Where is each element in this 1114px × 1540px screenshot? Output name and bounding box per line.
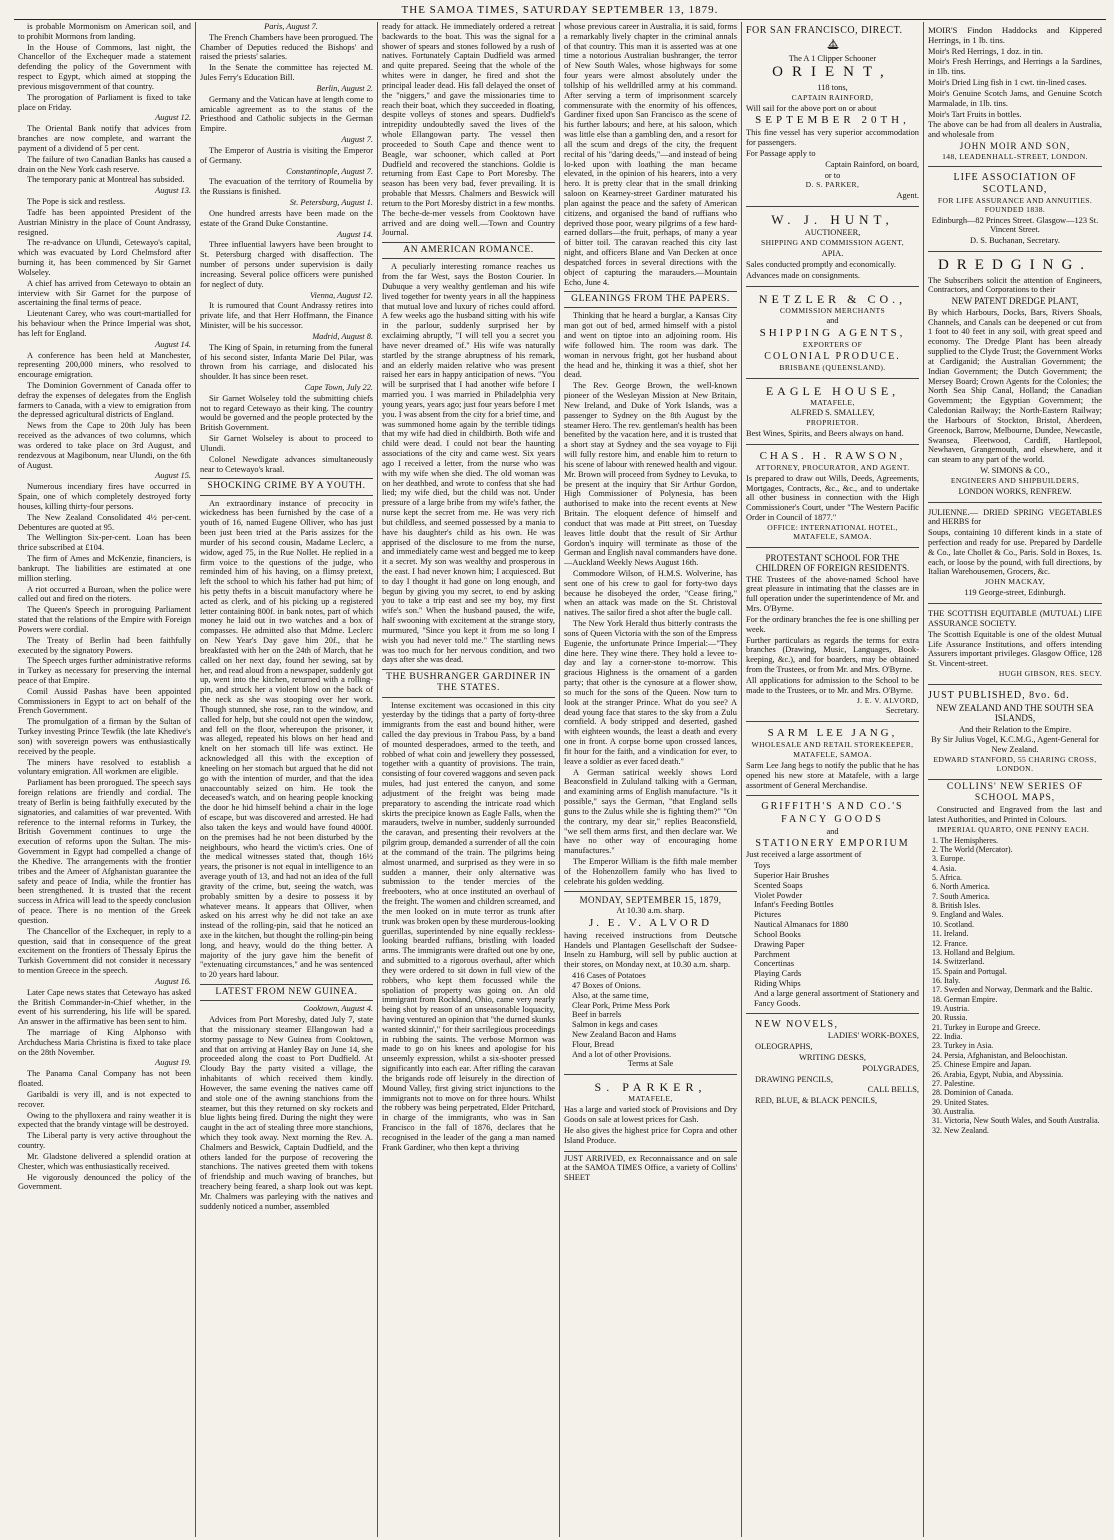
list-item: Also, at the same time,	[572, 990, 649, 1000]
parker-ad	[564, 1077, 737, 1151]
dateline: August 15.	[155, 471, 191, 481]
paragraph: The Wellington Six-per-cent. Loan has been thrice subscribed at £104.	[18, 533, 191, 553]
list-item: 10. Scotland.	[932, 919, 974, 929]
collins-maps-ad	[928, 782, 1102, 1135]
list-item: 8. British Isles.	[932, 901, 981, 911]
list-item: 9. England and Wales.	[932, 910, 1004, 920]
news-item: The French Chambers have been prorogued. The Chamber of Deputies reduced the Bishops' and raised the priests' salaries.	[200, 32, 373, 62]
headline: AN AMERICAN ROMANCE.	[382, 242, 555, 259]
dateline: August 12.	[155, 113, 191, 123]
paragraph: Numerous incendiary fires have occurred in Spain, one of which completely destroyed forty houses, killing thirty-four persons.	[18, 482, 191, 511]
paragraph: Owing to the phylloxera and rainy weather it is expected that the brandy vintage will be destroyed.	[18, 1110, 191, 1130]
news-item: Sir Garnet Wolseley is about to proceed to Ulundi.	[200, 434, 373, 453]
list-item: Violet Powder	[754, 890, 803, 900]
list-item: School Books	[754, 929, 801, 939]
news-item: Sir Garnet Wolseley told the submitting chiefs not to regard Cetewayo as their king. The country would be governed and the people protected by the British Government.	[200, 393, 373, 433]
paragraph: News from the Cape to 20th July has been received as the advances of two columns, which was ordered to take place on 3rd August, and rendezvous at Magibonum, near Ulundi, on the 6th of August.	[18, 421, 191, 470]
ad-line: WHOLESALE AND RETAIL STOREKEEPER,	[751, 740, 914, 750]
column-2	[196, 22, 378, 1537]
article-text: ready for attack. He immediately ordered a retreat backwards to the boat. This was the signal for a shower of spears and stones followed by a rush of natives. Fortunately Captain Dudfield was armed and quite prepared. Seeing that the whole of the whites were in danger, he fired and shot the principal leader dead. His fall delayed the onset of the "niggers," and gave the missionaries time to reach their boat, which they succeeded in floating, despite volleys of stones and spears. Dudfield's intrepidity undoubtedly saved the lives of the whole Ellangowan party. The vessel then proceeded to South Cape and thence went to Beagle, war schooner, which called at Port Dudfield and recovered the stanchions. Goldie is returning from East Cape to Port Moresby. The season has been very bad, fever prevailing. It is probable that Messrs. Chalmers and Beswick will return to the Port Moresby district in a few months. The beche-de-mer vessels from Cooktown have arrived and are doing well.—Town and Country Journal.	[382, 22, 555, 238]
paragraph: The Liberal party is very active throughout the country.	[18, 1131, 191, 1151]
list-item: 2. The World (Mercator).	[932, 844, 1013, 854]
ad-line: The Scottish Equitable is one of the oldest Mutual Life Assurance Institutions, and offers intending Assurers important privileges. Glasgow Office, 128 St. Vincent-street.	[928, 629, 1102, 669]
dateline: August 7.	[341, 135, 373, 145]
ad-line: APIA.	[821, 249, 844, 259]
julienne-ad	[928, 505, 1102, 605]
list-item: Nautical Almanacs for 1880	[754, 920, 849, 930]
netzler-name: NETZLER & CO.,	[758, 291, 907, 306]
list-item: New Zealand Bacon and Hams	[572, 1029, 677, 1039]
paragraph: The promulgation of a firman by the Sultan of Turkey investing Prince Tewfik (the late Khedive's son) with sovereign powers was enthusiastically received by the people.	[18, 717, 191, 756]
list-item: Parchment	[754, 949, 790, 959]
sarm-lee-jang-ad	[746, 724, 919, 796]
list-item: Clear Pork, Prime Mess Pork	[572, 1000, 670, 1010]
paragraph: An extraordinary instance of precocity in wickedness has been furnished by the case of a youth of 16, named Eugene Olliver, who has just been just been tried at the Paris assizes for the murder of his second cousin, Madame Leclerc, a widow, aged 75, in the Rue Nollet. He replied in a firm voice to the questions of the judge, who reminded him of his having, on a flimsy pretext, left the school to which his father had put him; of his petty thefts in a biscuit manufactory where he acted as clerk, and of his picking up a registered letter containing 800f. in bank notes, part of which money he laid out in two watches and a box of compasses. He admitted also that Mdme. Leclerc on New Year's Day gave him 20f., that he breakfasted with her on the 24th of March, that he called on her next day, found her sewing, sat by her, and read aloud from a newspaper, suddenly got up, went into the kitchen, returned with a rolling-pin, and struck her a violent blow on the back of the neck as she was stooping over her work. Though stunned, she rose, ran to the window, and called for help, but she could not open the window, and fell on the floor, whereupon the prisoner, it was alleged, repeated his blows on her head and knelt on her stomach till life was extinct. He acknowledged all this with the exception of kneeling on her stomach but argued that he did not go with the intention of murder, and that the idea unaccountably seized on him. He took the deceased's watch, and on hearing people knocking the door he hid himself behind a chair in the loge of escape, but was discovered and arrested. He had also taken the keys and would have found 4000f. on the premises had he not been disturbed by the neighbours, who heard the victim's cries. One of the medical witnesses stated that, though 16½ years, the prisoner is not equal in intelligence to an average youth of 13, and had not an idea of the full gravity of the crime, but, seeing the watch, was probably smitten by a desire to possess it by whatever means. It appears that Olliver, when asked on his arrest why he did not take an axe instead of the rolling-pin, said that he noticed an axe in the kitchen, but thought the rolling-pin being long, and heavy, would do the thing better. A majority of the jury gave him the benefit of "extenuating circumstances," and he was sentenced to 20 years hard labour.	[200, 498, 373, 980]
paragraph: The Rev. George Brown, the well-known pioneer of the Wesleyan Mission at New Britain, New Ireland, and Duke of York Islands, was a passenger to Sydney on the 8th August by the steamer Hero. The rev. gentleman's health has been benefited by the vacation here, and it is trusted that a short stay at Sydney and the sea voyage to Fiji will fully restore him, and enable him to return to his scene of labour with renewed health and vigour. Mr. Brown will proceed from Sydney to Levuka, to be present at the inquiry that Sir Arthur Gordon, High Commissioner of Polynesia, has been authorised to make into the recent events at New Britain. The eloquent defence of himself and conduct that was made at Pitt street, on Tuesday leaves little doubt that the result of Sir Arthur Gordon's inquiry will terminate as those of the German and English naval commanders have done.—Auckland Weekly News August 16th.	[564, 381, 737, 568]
rawson-ad	[746, 447, 919, 548]
news-item: In the Senate the committee has rejected M. Jules Ferry's Education Bill.	[200, 63, 373, 83]
article-text	[18, 1069, 191, 1192]
list-item: 32. New Zealand.	[932, 1125, 989, 1135]
list-item: 20. Russia.	[932, 1013, 968, 1023]
school-title: PROTESTANT SCHOOL FOR THE CHILDREN OF FOREIGN RESIDENTS.	[755, 552, 910, 574]
ad-line: Is prepared to draw out Wills, Deeds, Agreements, Mortgages, Contracts, &c., &c., and to undertake all other business in connection with the High Commissioner's Court, under "The Western Pacific Order in Council of 1877."	[746, 473, 919, 523]
list-item: Infant's Feeding Bottles	[754, 900, 834, 910]
paragraph: The Queen's Speech in proroguing Parliament stated that the relations of the Empire with Foreign Powers were cordial.	[18, 605, 191, 634]
column-5	[742, 22, 924, 1537]
life-title: LIFE ASSOCIATION OF SCOTLAND,	[953, 172, 1077, 196]
column-6	[924, 22, 1106, 1537]
ad-line: SHIPPING AGENTS,	[759, 327, 906, 340]
column-3	[378, 22, 560, 1537]
eagle-house-ad	[746, 381, 919, 445]
list-item: Salmon in kegs and cases	[572, 1020, 658, 1030]
page-masthead: THE SAMOA TIMES, SATURDAY SEPTEMBER 13, 1879.	[14, 4, 1106, 20]
sale-time: At 10.30 a.m. sharp.	[616, 906, 685, 916]
moir-title: MOIR'S Findon Haddocks and Kippered Herrings, in 1 lb. tins.	[928, 25, 1102, 46]
list-item: 6. North America.	[932, 882, 990, 892]
ad-line: ALFRED S. SMALLEY,	[790, 408, 875, 418]
ad-line: For the ordinary branches the fee is one shilling per week.	[746, 614, 919, 634]
ad-line: W. SIMONS & CO.,	[980, 465, 1050, 475]
moir-items	[928, 47, 1102, 120]
ad-line: OLEOGRAPHS,	[755, 1042, 813, 1052]
dateline: August 19.	[155, 1058, 191, 1068]
ad-line: FANCY GOODS	[781, 814, 884, 826]
scottish-title: THE SCOTTISH EQUITABLE (MUTUAL) LIFE ASSURANCE SOCIETY.	[928, 609, 1102, 628]
paragraph: A conference has been held at Manchester, representing 200,000 miners, who resolved to encourage emigration.	[18, 350, 191, 380]
julienne-title: JULIENNE.— DRIED SPRING VEGETABLES and HERBS for	[928, 507, 1102, 527]
ad-line: COLONIAL PRODUCE.	[764, 350, 901, 362]
ad-line: STATIONERY EMPORIUM	[755, 837, 910, 849]
ad-line: 148, LEADENHALL-STREET, LONDON.	[942, 151, 1088, 161]
news-item: Three influential lawyers have been brought to St. Petersburg charged with disaffection. The number of persons under supervision is daily increasing. Several police officers were punished for neglect of duty.	[200, 240, 373, 289]
headline: LATEST FROM NEW GUINEA.	[200, 984, 373, 1001]
news-item: One hundred arrests have been made on the estate of the Grand Duke Constantine.	[200, 208, 373, 228]
list-item: 15. Spain and Portugal.	[932, 966, 1007, 976]
griffith-ad	[746, 798, 919, 1013]
ad-line: 118 tons,	[817, 82, 848, 92]
dateline: Paris, August 7.	[264, 22, 318, 31]
ad-line: WRITING DESKS,	[799, 1052, 866, 1062]
paragraph: The Dominion Government of Canada offer to defray the expenses of delegates from the English farmers to Canada, with a view to emigration from the depressed agricultural districts of England.	[18, 380, 191, 420]
ad-line: 119 George-street, Edinburgh.	[964, 588, 1066, 598]
parker-name: S. PARKER,	[594, 1080, 707, 1095]
ad-line: EDWARD STANFORD, 55 CHARING CROSS, LONDON.	[933, 755, 1097, 773]
ad-line: Sarm Lee Jang begs to notify the public that he has opened his new store at Matafele, with a large assortment of General Merchandise.	[746, 760, 919, 790]
sale-terms: Terms at Sale	[627, 1059, 674, 1069]
ad-line: POLYGRADES,	[862, 1063, 919, 1073]
paragraph: The Chancellor of the Exchequer, in reply to a question, said that in consequence of the great excitement on the frontiers of Thessaly Epirus the Turkish Government did not consider it necessary to mention Greece in the speech.	[18, 926, 191, 976]
sale-text: having received instructions from Deutsche Handels und Plantagen Gesellschaft der Sudsee-Inseln zu Hamburg, will sell by public auction at their stores, on Monday next, at 10.30 a.m. sharp.	[564, 930, 737, 970]
article-text	[18, 22, 191, 112]
ad-line: THE Trustees of the above-named School have great pleasure in intimating that the classes are in full operation under the superintendence of Mr. and Mrs. O'Byrne.	[746, 574, 919, 614]
ad-line: CALL BELLS,	[867, 1085, 919, 1095]
headline: SHOCKING CRIME BY A YOUTH.	[200, 478, 373, 495]
paragraph: Moir's Red Herrings, 1 doz. in tin.	[928, 46, 1043, 56]
dredging-ad	[928, 254, 1102, 503]
collins-title: COLLINS' NEW SERIES OF SCHOOL MAPS,	[946, 781, 1084, 803]
list-item: 1. The Hemispheres.	[932, 835, 999, 845]
paragraph: The temporary panic at Montreal has subsided.	[27, 175, 185, 185]
san-francisco-ad	[746, 22, 919, 207]
ad-line	[746, 38, 919, 53]
list-item: 26. Arabia, Egypt, Nubia, and Abyssinia.	[932, 1069, 1064, 1079]
ad-line: The A 1 Clipper Schooner	[788, 53, 877, 63]
article-text: Advices from Port Moresby, dated July 7, state that the missionary steamer Ellangowan had a stormy passage to New Guinea from Cooktown, and that on arriving at Hanley Bay on June 14, she proceeded along the coast to Port Dudfield. At Cloudy Bay the party visited a village, the inhabitants of which received them kindly. However, the same evening the natives came off and stole one of the awning stanchions from the steamer, but this they returned on sky rockets and blue lights being fired. During the night they were caught in the act of stealing three more stanchions, which they took away. Next morning the Rev. A. Chalmers and Beswick, Captain Dudfield, and the others landed for the purpose of recovering the stanchions. The natives greeted them with tokens of friendship and much waving of branches, but treachery being feared, a sharp look out was kept. Mr. Chalmers was parleying with the natives and suddenly noticed a number, assembled	[200, 1015, 373, 1211]
rawson-name: CHAS. H. RAWSON,	[759, 449, 906, 462]
paragraph: The prorogation of Parliament is fixed to take place on Friday.	[18, 92, 191, 112]
article-text: Intense excitement was occasioned in this city yesterday by the tidings that a party of forty-three immigrants from the east and bound hither, were called the day previous in Trabou Pass, by a band of mounted desperadoes, armed to the teeth, and robbed of what coin and jewellery they possessed, together with a quantity of provisions. The train, consisting of four covered waggons and seven pack mules, had just entered the canyon, and some adjustment of the freight was being made preparatory to ascending the intricate road which skirts the precipice known as Eagle Falls, when the marauders, twelve in number, suddenly surrounded the caravan, and presenting their revolvers at the pilgrim group, demanded a surrender of all the coin at the command of the train. The pilgrims being almost unarmed, and surprised as they were in so sudden a manner, their only alternative was submission to the tender mercies of the freebooters, who at once instituted an overhaul of the freight. The women and children screamed, and the men looked on in mute terror as trunk after trunk was broken open by these murderous-looking guerillas, superintended by nine equally reckless-looking bearded ruffians, bristling with loaded arms. The immigrants were drafted out one by one, and submitted to a rigorous overhaul, after which they were ordered to sit down in full view of the robbers, who kept them focussed while the spoliation of property was going on. An old immigrant from Rockland, Ohio, came very nearly being shot by reason of an unseasonable loquacity, having ventured an opinion that "the durned skunks wanted skinnin'," for their sacrilegious proceedings in rubbing the saints. The verbose Mormon was made to go on his knees and apologise for his unseemly expression, whilst a six-shooter pressed significantly into each ear. After rifling the caravan the brigands rode off leisurely in the direction of Mound Valley, first giving strict injunctions to the immigrants not to move on for three hours. Whilst the robbery was being perpetrated, Elder Pritchard, in charge of the immigrants, who was in San Francisco in the fall of 1876, declares that he recognised in the leader of the gang a man named Frank Gardiner, who then kept a thriving	[382, 700, 555, 1152]
list-item: 11. Ireland.	[932, 929, 969, 939]
dateline: Cape Town, July 22.	[304, 382, 373, 392]
ad-line: IMPERIAL QUARTO, ONE PENNY EACH.	[937, 824, 1090, 834]
columns	[14, 22, 1106, 1537]
ship-name: ORIENT,	[772, 64, 893, 81]
eagle-name: EAGLE HOUSE,	[765, 383, 900, 398]
ad-line: Further particulars as regards the terms for extra branches (Drawing, Music, Languages, Book-keeping, &c.), and for boarders, may be obtained from the Trustees, or from Mr. and Mrs. O'Byrne.	[746, 635, 919, 675]
life-association-ad	[928, 169, 1102, 252]
hunt-name: W. J. HUNT,	[771, 212, 894, 228]
ad-line: NEW NOVELS,	[755, 1018, 839, 1030]
paragraph: Commodore Wilson, of H.M.S. Wolverine, has sent one of his crew to gaol for forty-two days because he disobeyed the order, "Cease firing," when an attack was made on the St. Christoval natives. The sailor fired a shot after the bugle call.	[564, 569, 737, 618]
ad-line: Agent.	[896, 191, 919, 201]
gleanings	[564, 311, 737, 886]
paragraph: The New Zealand Consolidated 4½ per-cent. Debentures are quoted at 95.	[18, 512, 191, 532]
ad-line: and	[826, 826, 839, 836]
column-1	[14, 22, 196, 1537]
map-list	[928, 836, 1102, 1136]
list-item: 23. Turkey in Asia.	[932, 1041, 994, 1051]
ad-line: NEW ZEALAND AND THE SOUTH SEA ISLANDS,	[936, 702, 1094, 724]
ad-line: FOR LIFE ASSURANCE AND ANNUITIES. FOUNDED 1838.	[937, 195, 1093, 214]
paragraph: Tadfe has been appointed President of the Austrian Ministry in the place of Count Andrassy, resigned.	[18, 207, 191, 237]
list-item: 4. Asia.	[932, 863, 957, 873]
article-text	[18, 197, 191, 339]
paragraph: The Emperor William is the fifth male member of the Hohenzollern family who has lived to celebrate his golden wedding.	[564, 857, 737, 886]
ad-line: Just received a large assortment of	[746, 850, 862, 860]
list-item: Concertinas	[754, 959, 795, 969]
ad-line: All applications for admission to the School to be made to the Trustees, or to Mr. and Mrs. O'Byrne.	[746, 675, 919, 695]
ad-line: PROPRIETOR.	[806, 418, 859, 428]
ad-line: By which Harbours, Docks, Bars, Rivers Shoals, Channels, and Canals can be deepened or cut from 1 foot to 40 feet in any soil, with great speed and economy. The Dredge Plant has been already supplied to the Clyde Trust; the Government Works at Cardiganid; the Australian Government; the Indian Government; the Dutch Government; the Mersey Board; Crown Agents for the Colonies; the North Sea Ship Canal, Holland; the Canadian Government; the Egyptian Government; the Caledonian Railway; the North-Eastern Railway; the Harbours of Stockton, Bristol, Aberdeen, Greenock, Barrow, Melbourne, Dundee, Newcastle, Swansea, Fleetwood, Cardiff, Hartlepool, Newhaven, Grangemouth, and elsewhere, and it can steam to any part of the world.	[928, 307, 1102, 465]
article-text	[18, 482, 191, 976]
netzler-ad	[746, 289, 919, 379]
paragraph: Moir's Dried Ling fish in 1 cwt. tin-lined cases.	[928, 78, 1087, 88]
sarm-name: SARM LEE JANG,	[767, 727, 898, 740]
list-item: 27. Palestine.	[932, 1078, 975, 1088]
ad-line: Edinburgh—82 Princes Street. Glasgow—123 St. Vincent Street.	[931, 215, 1099, 235]
auctioneer-name: J. E. V. ALVORD	[588, 916, 713, 929]
paragraph: The Speech urges further administrative reforms in Turkey as necessary for preserving the internal peace of that Empire.	[18, 656, 191, 685]
ad-line: EXPORTERS OF	[802, 340, 863, 350]
ad-line: Secretary.	[885, 706, 919, 716]
sail-date: SEPTEMBER 20TH,	[755, 114, 910, 127]
moir-ad	[928, 22, 1102, 167]
list-item: And a lot of other Provisions.	[572, 1049, 672, 1059]
paragraph: The failure of two Canadian Banks has caused a drain on the New York cash reserve.	[18, 154, 191, 174]
list-item: Beef in barrels	[572, 1010, 622, 1020]
dateline: August 14.	[155, 339, 191, 349]
article-text: whose previous career in Australia, it is said, forms a remarkably lively chapter in the criminal annals of that country. This man it is asserted was at one time a notorious Australian bushranger, the terror of New South Wales, whose highways for some four years were almost absolutely under the tollship of his welldrilled army at his command. After serving a term of imprisonment scarcely commensurate with the enormity of his offences, Gardiner fixed upon San Francisco as the scene of his further labours; and here, at his saloon, which was little else than a gambling den, and a resort for all the scum and dregs of the city, the frequent recital of his "daring deeds,"—and instead of being lo-ked upon with loathing the man became elevated, in the opinion of his hearers, into a very hero. It is pretty clear that in the small drinking saloon on Kearney-street Gardiner maturated his plan against the peace and the safety of American citizens, and organised the band of ruffians who deprived those poor, weary pilgrims of a few hard-earned dollars—the fruit, perhaps, of many a year of bitter toil. The caravan reached this city last night, and officers Blane and Van Decken at once despatched forces in several directions with the object of capturing the marauders.—Mountain Echo, June 4.	[564, 22, 737, 287]
ad-line: And their Relation to the Empire.	[958, 724, 1072, 734]
dateline: August 16.	[155, 976, 191, 986]
paragraph: The New York Herald thus bitterly contrasts the sons of Queen Victoria with the son of the Empress Eugenie, the unfortunate Prince Imperial:—"They dine here. They wine there. They hold a levee to-day and lay a corner-stone to-morrow. This gracious Highness is the ornament of a garden party; that other is the cynosure at a flower show, so much for the sons of the Queen. Now turn to look at the stranger Prince. What do you see? A dead young face that stares to the sky from a Zulu cornfield. A body stripped and deserted, gashed with eighteen wounds, the least a death and every one in front. A corpse borne upon crossed lances, fit hour for the faith, and a vindication for ever, to leave a soldier as ever faced death."	[564, 619, 737, 766]
griffith-items	[746, 861, 919, 1008]
ad-line: SHIPPING AND COMMISSION AGENT,	[760, 238, 905, 248]
ad-line: BRISBANE (QUEENSLAND).	[779, 362, 886, 372]
dateline: Madrid, August 8.	[312, 331, 373, 341]
headline: GLEANINGS FROM THE PAPERS.	[564, 291, 737, 308]
paragraph: Moir's Fresh Herrings, and Herrings a la Sardines, in 1lb. tins.	[928, 57, 1102, 77]
ad-line: Sales conducted promptly and economically.	[746, 259, 896, 269]
paragraph: Mr. Gladstone delivered a splendid oration at Chester, which was enthusiastically received.	[18, 1151, 191, 1171]
list-item: 22. India.	[932, 1032, 963, 1042]
list-item: 21. Turkey in Europe and Greece.	[932, 1022, 1041, 1032]
article-text	[18, 988, 191, 1058]
ad-line: MATAFELE, SAMOA.	[793, 750, 872, 760]
paragraph: The firm of Ames and McKenzie, financiers, is bankrupt. The liabilities are estimated at one million sterling.	[18, 554, 191, 583]
list-item: Riding Whips	[754, 979, 801, 989]
parker-place: MATAFELE,	[628, 1094, 673, 1104]
paragraph: Lieutenant Carey, who was court-martialled for his behaviour when the Prince Imperial was shot, has left for England.	[18, 309, 191, 338]
parker-text: Has a large and varied stock of Provisions and Dry Goods on sale at lowest prices for Cash.	[564, 1105, 737, 1125]
school-ad	[746, 550, 919, 723]
ad-line: DRAWING PENCILS,	[755, 1074, 833, 1084]
ad-line: For Passage apply to	[746, 148, 816, 158]
dateline: Vienna, August 12.	[310, 290, 373, 300]
paragraph: Garibaldi is very ill, and is not expected to recover.	[18, 1089, 191, 1109]
just-arrived-text: JUST ARRIVED, ex Reconnaissance and on sale at the SAMOA TIMES Office, a variety of Collins' SHEET	[564, 1153, 737, 1183]
ad-line: The Subscribers solicit the attention of Engineers, Contractors, and Corporations to their	[928, 275, 1102, 295]
ad-line: ENGINEERS AND SHIPBUILDERS,	[950, 475, 1080, 485]
list-item: 12. France.	[932, 938, 968, 948]
ad-line: ATTORNEY, PROCURATOR, AND AGENT.	[755, 462, 910, 472]
dateline: Berlin, August 2.	[316, 83, 373, 93]
paragraph: A chief has arrived from Cetewayo to obtain an interview with Sir Garnet for the purpose of ascertaining the final terms of peace.	[18, 278, 191, 308]
ad-line: The above can be had from all dealers in Australia, and wholesale from	[928, 120, 1102, 140]
list-item: 3. Europe.	[932, 854, 966, 864]
article-text: A peculiarly interesting romance reaches us from the far West, says the Boston Courier. In Dubuque a very wealthy gentleman and his wife lived together for twenty years in all the happiness that mutual love and luxury of riches could afford. A few weeks ago the husband sitting with his wife in the parlour, suddenly surprised her by exclaiming abruptly, "I will tell you a secret you have never dreamed of." His wife was naturally startled by the strange abruptness of his remark, and an elderly maiden relative who was present raised her ears in happy anticipation of news. "You will be surprised that I had another wife before I married you. I was married in Philadelphia very young years, years ago; just four years before I met you. I was absent from the city for a brief time, and was summoned home again by the terrible tidings that my wife had died in childbirth. Both wife and child were dead. I could not bear the haunting associations of the city and came west. Six years ago I received a letter, from the nurse who was with my wife when she died. The old woman was on her deathbed, and wrote to confess that she had lied; my wife died, but the child was not. Under pressure of a large bribe from my wife's father, the nurse kept the secret from me. He was very rich but childless, and seemed possessed by a mania to have his daughter's child as his own. He was apprised of the disclosure to me from the nurse, and immediately came west and begged me to keep it a secret. My son was wealthy and prosperous in the east. I had never known him; I acquiesced. But to day I thought it had gone on long enough, and begun by giving you my secret, to end by asking you to take a trip east and see my boy, my first wife's son." When the husband paused, the wife, half swooning with excitement at the strange story, murmured, "Since you kept it from me so long I wish you had never told me." The startling news was too much for her nervous condition, and two days after she was dead.	[382, 262, 555, 665]
ad-line: Constructed and Engraved from the last and latest Authorities, and Printed in Colours.	[928, 805, 1102, 824]
hunt-ad	[746, 209, 919, 286]
list-item: Toys	[754, 861, 771, 871]
paragraph: Comil Aussid Pashas have been appointed Commissioners in Egypt to act on behalf of the French Government.	[18, 686, 191, 716]
paragraph: The Oriental Bank notify that advices from branches are now complete, and warrant the payment of a dividend of 5 per cent.	[18, 124, 191, 153]
list-item: 30. Australia.	[932, 1106, 975, 1116]
ad-line: D. S. PARKER,	[805, 180, 860, 190]
paragraph: In the House of Commons, last night, the Chancellor of the Exchequer made a statement defending the policy of the Government with respect to Egypt, which aimed at stopping the previous misgovernment of that country.	[18, 42, 191, 91]
paragraph: Moir's Tart Fruits in bottles.	[928, 109, 1022, 119]
list-item: 28. Dominion of Canada.	[932, 1088, 1014, 1098]
ad-line: Captain Rainford, on board,	[825, 159, 919, 169]
paragraph: The Treaty of Berlin had been faithfully executed by the signatory Powers.	[18, 635, 191, 655]
news-item: The King of Spain, in returning from the funeral of his second sister, Infanta Marie Del Pilar, was thrown from his carriage, and dislocated his shoulder. It has since been reset.	[200, 342, 373, 382]
parker-text2: He also gives the highest price for Copra and other Island Produce.	[564, 1125, 737, 1145]
ad-line: LADIES' WORK-BOXES,	[827, 1031, 919, 1041]
published-title: JUST PUBLISHED, 8vo. 6d.	[928, 689, 1070, 701]
paragraph: The Panama Canal Company has not been floated.	[18, 1069, 191, 1089]
paragraph: The miners have resolved to establish a voluntary emigration. All workmen are eligible.	[18, 757, 191, 777]
novels-ad	[746, 1016, 919, 1106]
scottish-equitable-ad	[928, 606, 1102, 685]
news-item: It is rumoured that Count Andrassy retires into private life, and that Herr Hoffmann, the Finance Minister, will be his successor.	[200, 301, 373, 331]
dateline: Constantinople, August 7.	[286, 166, 373, 176]
news-item: Germany and the Vatican have at length come to amicable agreement as to the status of the Priesthood and Catholic subjects in the German Empire.	[200, 94, 373, 134]
paragraph: The Pope is sick and restless.	[27, 197, 126, 207]
list-item: 5. Africa.	[932, 873, 962, 882]
ad-line: This fine vessel has very superior accommodation for passengers.	[746, 128, 919, 148]
ship-icon	[826, 38, 840, 50]
list-item: Pictures	[754, 910, 781, 920]
ad-line: JOHN MACKAY,	[984, 577, 1046, 587]
paragraph: A riot occurred a Buroan, when the police were called out and fired on the rioters.	[18, 584, 191, 604]
list-item: 24. Persia, Afghanistan, and Beloochistan.	[932, 1050, 1068, 1060]
article-text	[18, 351, 191, 471]
dateline: St. Petersburg, August 1.	[289, 198, 373, 208]
list-item: Flour, Bread	[572, 1039, 614, 1049]
griffith-name: GRIFFITH'S AND CO.'S	[761, 801, 904, 813]
list-item: 47 Boxes of Onions.	[572, 980, 641, 990]
ad-title: FOR SAN FRANCISCO, DIRECT.	[746, 25, 903, 36]
column-4	[560, 22, 742, 1537]
ad-line: COMMISSION MERCHANTS	[779, 305, 886, 315]
news-item: The Emperor of Austria is visiting the Emperor of Germany.	[200, 145, 373, 165]
list-item: 16. Italy.	[932, 975, 961, 985]
list-item: 31. Victoria, New South Wales, and South Australia.	[932, 1116, 1100, 1126]
list-item: 7. South America.	[932, 891, 990, 901]
list-item: 17. Sweden and Norway, Denmark and the Baltic.	[932, 985, 1093, 995]
ad-line: By Sir Julius Vogel, K.C.M.G., Agent-General for New Zealand.	[931, 735, 1099, 755]
just-published-ad	[928, 687, 1102, 780]
paragraph: He vigorously denounced the policy of the Government.	[18, 1172, 191, 1192]
paragraph: is probable Mormonism on American soil, and to prohibit Mormons from landing.	[18, 22, 191, 41]
ad-line: HUGH GIBSON, RES. SECY.	[998, 668, 1102, 678]
news-item: The evacuation of the territory of Roumelia by the Russians is finished.	[200, 177, 373, 197]
ad-line: OFFICE: INTERNATIONAL HOTEL, MATAFELE, SAMOA.	[767, 522, 898, 541]
article-text	[200, 499, 373, 981]
ad-line: JOHN MOIR AND SON,	[959, 141, 1071, 152]
ad-line: D. S. Buchanan, Secretary.	[970, 236, 1060, 246]
list-item: Scented Soaps	[754, 880, 803, 890]
paragraph: Thinking that he heard a burglar, a Kansas City man got out of bed, armed himself with a pistol and went on tiptoe into an adjoining room. His wife followed him. The room was dark. The woman in nervous fright, got her husband about the head and he, thinking it was a thief, shot her dead.	[564, 311, 737, 380]
paragraph: A German satirical weekly shows Lord Beaconsfield in Zululand talking with a German, and examining arms of English manufacture. "Is it possible," says the German, "that England sells guns to the Zulus while she is fighting them?" "On the contrary, my dear sir," replies Beaconsfield, "we sell them arms first, and then declare war. We have no other way of encouraging home manufactures."	[564, 767, 737, 856]
dredging-title: DREDGING.	[937, 257, 1093, 274]
ad-line: or to	[824, 170, 841, 180]
list-item: Playing Cards	[754, 969, 802, 979]
paragraph: Parliament has been prorogued. The speech says foreign relations are friendly and cordial. The treaty of Berlin is being faithfully executed by the signatories, and calamities of war prevented. With reference to the internal reforms in Turkey, the British Government continues to urge the execution of reforms upon the Sultan. The mis-Government in Egypt had compelled a change of the Khedive. The arrangements with the frontier tribes and the Ameer of Afghanistan guarantee the safety and peace of India, while the frontier has been strengthened. It is trusted that the recent success in Africa will lead to the speedy conclusion of peace. There is no mention of the Greek question.	[18, 778, 191, 925]
ad-line: and	[826, 316, 839, 326]
paragraph: Later Cape news states that Cetewayo has asked the British Commander-in-Chief whether, in the event of his surrendering, his life will be spared. An answer in the affirmative has been sent to him.	[18, 987, 191, 1027]
ad-line: RED, BLUE, & BLACK PENCILS,	[755, 1096, 878, 1106]
list-item: 29. United States.	[932, 1097, 989, 1107]
ad-line: AUCTIONEER,	[804, 228, 861, 238]
sale-items	[564, 971, 737, 1059]
ad-line: Best Wines, Spirits, and Beers always on hand.	[746, 429, 904, 439]
ad-line: LONDON WORKS, RENFREW.	[958, 486, 1072, 496]
paragraph: Moir's Genuine Scotch Jams, and Genuine Scotch Marmalade, in 1lb. tins.	[928, 88, 1102, 108]
headline: THE BUSHRANGER GARDINER IN THE STATES.	[382, 669, 555, 697]
list-item: 19. Austria.	[932, 1004, 970, 1014]
ad-line: Will sail for the above port on or about	[746, 103, 877, 113]
list-item: 416 Cases of Potatoes	[572, 971, 646, 981]
list-item: Drawing Paper	[754, 939, 805, 949]
list-item: 25. Chinese Empire and Japan.	[932, 1060, 1032, 1070]
ad-line: MATAFELE,	[810, 397, 855, 407]
ad-line: Advances made on consignments.	[746, 270, 860, 280]
article-text	[18, 124, 191, 185]
sale-date: MONDAY, SEPTEMBER 15, 1879,	[579, 894, 722, 905]
ad-line: Soups, containing 10 different kinds in a state of perfection and ready for use. Prepared by Dardelle & Co., late Chollet & Co., Paris. Sold in Boxes, 1s. each, or loose by the pound, with full directions, by Italian Warehousemen, Grocers, &c.	[928, 528, 1102, 577]
list-item: Superior Hair Brushes	[754, 870, 829, 880]
paragraph: The marriage of King Alphonso with Archduchess Maria Christina is fixed to take place on the 28th November.	[18, 1027, 191, 1057]
dateline: August 13.	[155, 186, 191, 196]
dateline: Cooktown, August 4.	[303, 1004, 373, 1014]
ad-line: J. E. V. ALVORD,	[856, 695, 919, 705]
list-item: 14. Switzerland.	[932, 957, 985, 967]
auction-ad	[564, 891, 737, 1076]
news-item: Colonel Newdigate advances simultaneously near to Cetewayo's kraal.	[200, 454, 373, 474]
list-item: 13. Holland and Belgium.	[932, 947, 1015, 957]
list-item: 18. German Empire.	[932, 994, 998, 1004]
list-item: And a large general assortment of Stationery and Fancy Goods.	[754, 988, 919, 1008]
ad-line: NEW PATENT DREDGE PLANT,	[951, 296, 1079, 307]
dateline: August 14.	[337, 229, 373, 239]
paragraph: The re-advance on Ulundi, Cetewayo's capital, which was evacuated by Lord Chelmsford after burning it, has been commenced by Sir Garnet Wolseley.	[18, 238, 191, 277]
ad-line: CAPTAIN RAINFORD,	[791, 92, 874, 102]
